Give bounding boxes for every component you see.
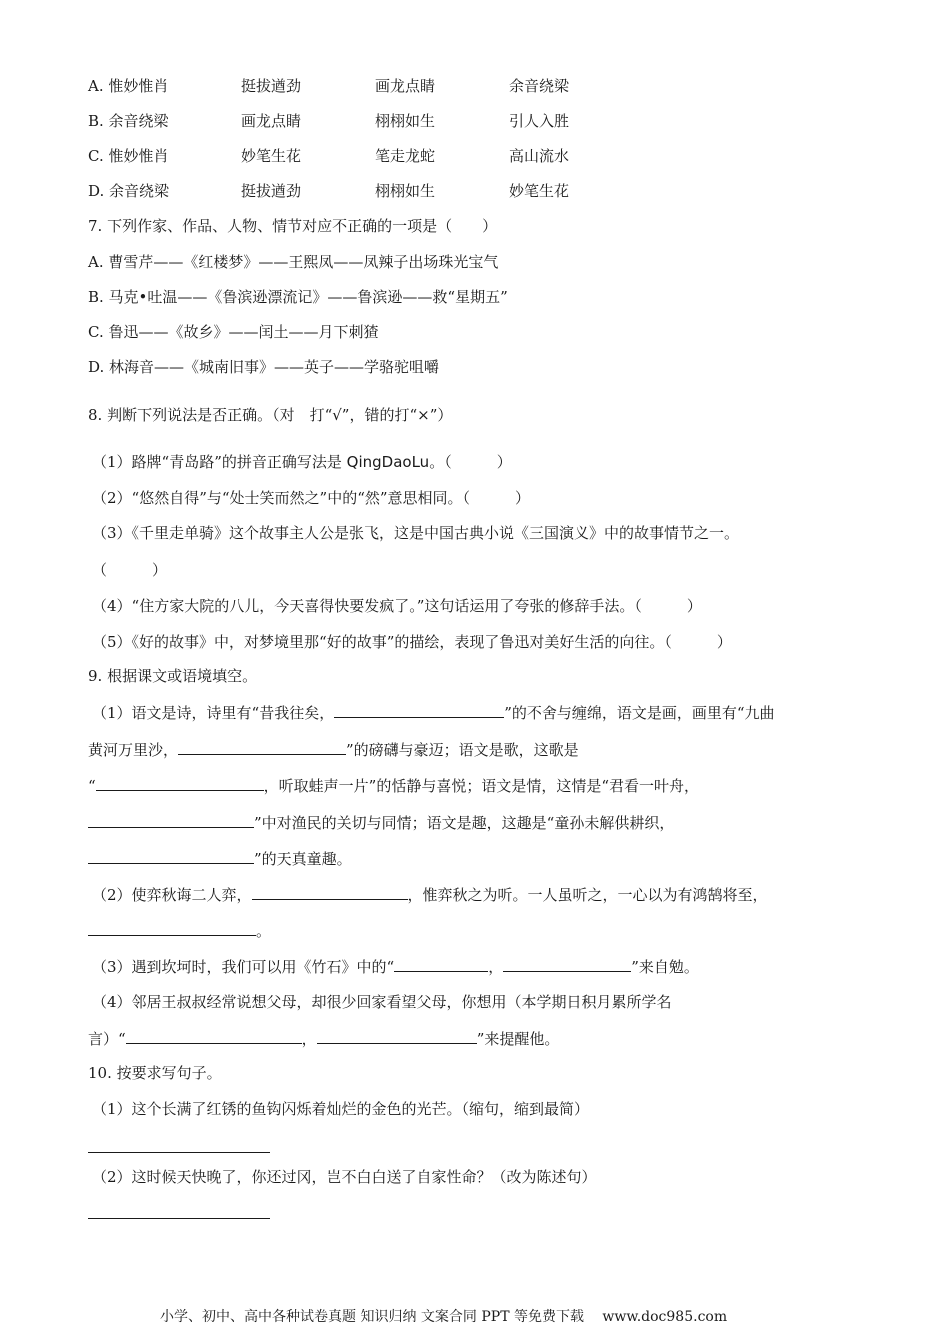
- q9-p1-text-c: 黄河万里沙，: [88, 741, 179, 759]
- q6-option-b-label: B. 余音绕梁: [88, 112, 169, 130]
- q9-blank-3[interactable]: [96, 775, 264, 791]
- q9-p3-text-c: ”来自勉。: [631, 958, 699, 976]
- q9-blank-8[interactable]: [394, 956, 488, 972]
- q9-p2-line1: [92, 884, 768, 905]
- q10-answer-line-2[interactable]: [88, 1218, 270, 1219]
- q9-p3: [92, 956, 699, 977]
- q9-p3-text-b: ，: [488, 958, 504, 976]
- q9-p1-text-a: （1）语文是诗，诗里有“昔我往矣，: [92, 704, 335, 722]
- q8-item-3-paren: （ ）: [92, 561, 168, 579]
- q10-item-2: （2）这时候天快晚了，你还过冈，岂不白白送了自家性命？（改为陈述句）: [92, 1168, 597, 1186]
- q6-option-a-label: A. 惟妙惟肖: [88, 77, 169, 95]
- q6-option-c-label: C. 惟妙惟肖: [88, 147, 169, 165]
- q9-p4-text-b: 言）“: [88, 1030, 126, 1048]
- q9-p1-line1: [92, 702, 775, 723]
- q6-option-c: [88, 146, 569, 166]
- q7-option-b: B. 马克•吐温——《鲁滨逊漂流记》——鲁滨逊——救“星期五”: [88, 288, 508, 306]
- q9-p4-line1: （4）邻居王叔叔经常说想父母，却很少回家看望父母，你想用（本学期日积月累所学名: [92, 993, 672, 1011]
- q6-option-d: [88, 181, 569, 201]
- q6-option-b: [88, 111, 569, 131]
- q7-option-a: A. 曹雪芹——《红楼梦》——王熙凤——凤辣子出场珠光宝气: [88, 253, 499, 271]
- q9-blank-11[interactable]: [317, 1028, 477, 1044]
- q8-item-3: （3）《千里走单骑》这个故事主人公是张飞，这是中国古典小说《三国演义》中的故事情节之一。: [92, 524, 740, 542]
- q7-option-c: C. 鲁迅——《故乡》——闰土——月下刺猹: [88, 323, 379, 341]
- q7-stem: 7. 下列作家、作品、人物、情节对应不正确的一项是（ ）: [88, 217, 498, 235]
- q9-p1-line5: [88, 848, 352, 869]
- q6-option-b-word4: 引人入胜: [509, 112, 570, 130]
- q9-blank-2[interactable]: [178, 739, 346, 755]
- q8-item-1: [92, 452, 512, 472]
- q9-blank-5[interactable]: [88, 848, 254, 864]
- q6-option-b-word2: 画龙点睛: [241, 112, 302, 130]
- q9-blank-10[interactable]: [126, 1028, 302, 1044]
- q7-option-d: D. 林海音——《城南旧事》——英子——学骆驼咀嚼: [88, 358, 440, 376]
- q6-option-c-word3: 笔走龙蛇: [375, 147, 436, 165]
- q8-item-1-pinyin: QingDaoLu: [346, 453, 430, 471]
- q9-p4-text-c: ，: [301, 1030, 317, 1048]
- q9-p2-line2: [88, 920, 271, 941]
- footer-banner: 小学、初中、高中各种试卷真题 知识归纳 文案合同 PPT 等免费下载 www.doc985.com: [160, 1309, 728, 1325]
- q9-p1-text-b: ”的不舍与缠绵，语文是画，画里有“九曲: [504, 704, 775, 722]
- q6-option-d-word2: 挺拔遒劲: [241, 182, 302, 200]
- q8-item-2: （2）“悠然自得”与“处士笑而然之”中的“然”意思相同。（ ）: [92, 489, 531, 507]
- q6-option-a-word3: 画龙点睛: [375, 77, 436, 95]
- q8-item-1-paren: 。（ ）: [429, 453, 512, 471]
- q9-p1-line3: [88, 775, 699, 796]
- q6-option-a: [88, 76, 569, 96]
- q8-item-4: （4）“住方家大院的八儿，今天喜得快要发疯了。”这句话运用了夸张的修辞手法。（ ）: [92, 597, 702, 615]
- q10-item-1: （1）这个长满了红锈的鱼钩闪烁着灿烂的金色的光芒。（缩句，缩到最简）: [92, 1100, 590, 1118]
- q9-p1-text-h: ”的天真童趣。: [254, 850, 352, 868]
- q6-option-c-word2: 妙笔生花: [241, 147, 302, 165]
- q9-stem: 9. 根据课文或语境填空。: [88, 667, 258, 685]
- q8-item-5: （5）《好的故事》中，对梦境里那“好的故事”的描绘，表现了鲁迅对美好生活的向往。（ ）: [92, 633, 732, 651]
- q9-p4-text-d: ”来提醒他。: [476, 1030, 560, 1048]
- q9-blank-6[interactable]: [252, 884, 408, 900]
- q9-p1-text-d: ”的磅礴与豪迈；语文是歌，这歌是: [346, 741, 579, 759]
- q9-p1-text-g: ”中对渔民的关切与同情；语文是趣，这趣是“童孙未解供耕织，: [254, 814, 675, 832]
- q9-p1-text-e: “: [88, 777, 96, 795]
- q9-p2-text-c: 。: [256, 922, 272, 940]
- q8-item-1-text: （1）路牌“青岛路”的拼音正确写法是: [92, 453, 347, 471]
- q9-p2-text-b: ，惟弈秋之为听。一人虽听之，一心以为有鸿鹄将至，: [407, 886, 768, 904]
- q9-p3-text-a: （3）遇到坎坷时，我们可以用《竹石》中的“: [92, 958, 395, 976]
- q9-blank-1[interactable]: [334, 702, 504, 718]
- q6-option-d-word3: 栩栩如生: [375, 182, 436, 200]
- q6-option-a-word4: 余音绕梁: [509, 77, 570, 95]
- q8-stem: 8. 判断下列说法是否正确。（对 打“√”，错的打“×”）: [88, 406, 453, 424]
- q6-option-a-word2: 挺拔遒劲: [241, 77, 302, 95]
- q10-stem: 10. 按要求写句子。: [88, 1064, 222, 1082]
- q9-p1-line2: [88, 739, 579, 760]
- q6-option-c-word4: 高山流水: [509, 147, 570, 165]
- q9-blank-9[interactable]: [503, 956, 631, 972]
- q9-p1-line4: [88, 812, 674, 833]
- q6-option-d-label: D. 余音绕梁: [88, 182, 170, 200]
- q9-blank-7[interactable]: [88, 920, 256, 936]
- q6-option-d-word4: 妙笔生花: [509, 182, 570, 200]
- q9-p2-text-a: （2）使弈秋诲二人弈，: [92, 886, 252, 904]
- q10-answer-line-1[interactable]: [88, 1152, 270, 1153]
- q9-blank-4[interactable]: [88, 812, 254, 828]
- q6-option-b-word3: 栩栩如生: [375, 112, 436, 130]
- q9-p4-line2: [88, 1028, 559, 1049]
- q9-p1-text-f: ，听取蛙声一片”的恬静与喜悦；语文是情，这情是“君看一叶舟，: [263, 777, 700, 795]
